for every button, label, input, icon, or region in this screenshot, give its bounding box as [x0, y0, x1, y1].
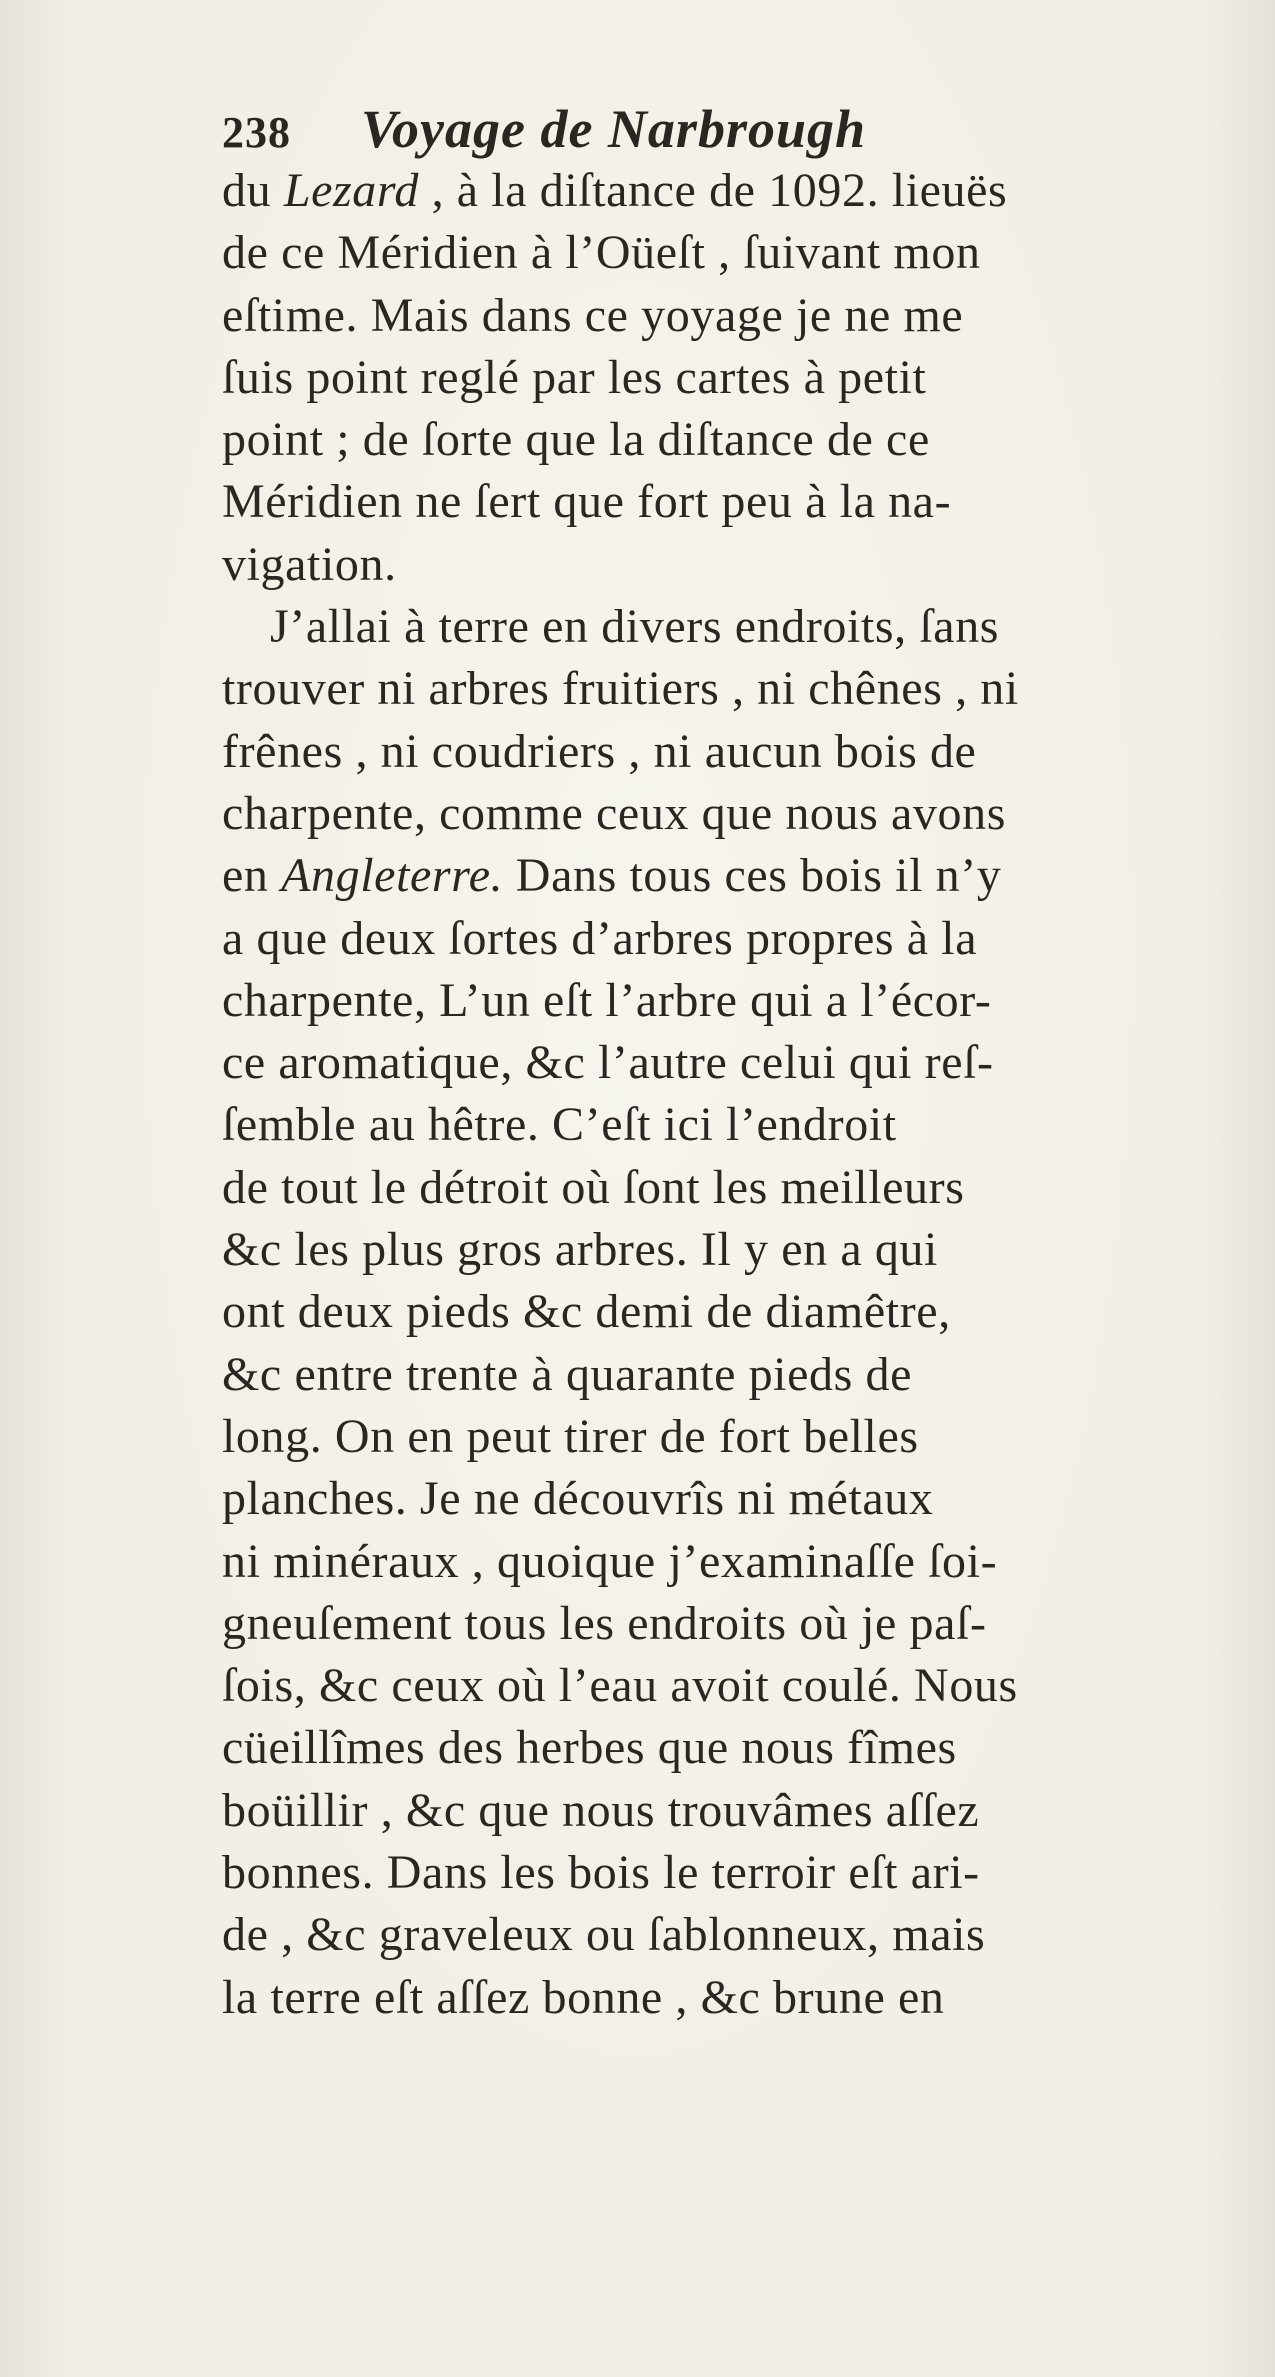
text-line: [222, 596, 1212, 658]
text-line: [222, 1157, 1212, 1219]
body-text: [222, 160, 1212, 2029]
text-line: [222, 1468, 1212, 1530]
text-line-part: Méridien ne ſert que fort peu à la na-: [222, 475, 952, 529]
text-line-part: boüillir , &c que nous trouvâmes aſſez: [222, 1783, 980, 1837]
text-line: [222, 658, 1212, 720]
text-line: [222, 1281, 1212, 1343]
text-line: [222, 222, 1212, 284]
text-line-part: eſtime. Mais dans ce yoyage je ne me: [222, 288, 964, 342]
text-line-part: gneuſement tous les endroits où je paſ-: [222, 1596, 987, 1650]
text-line-part: planches. Je ne découvrîs ni métaux: [222, 1472, 934, 1526]
text-line-part: ce aromatique, &c l’autre celui qui reſ-: [222, 1036, 994, 1090]
text-line-part: frênes , ni coudriers , ni aucun bois de: [222, 724, 977, 778]
italic-place-name: Angleterre.: [281, 849, 504, 903]
text-line: [222, 347, 1212, 409]
text-line: [222, 285, 1212, 347]
text-line: [222, 409, 1212, 471]
text-line-part: ſuis point reglé par les cartes à petit: [222, 350, 927, 404]
italic-place-name: Lezard: [283, 164, 419, 217]
text-line-part: long. On en peut tirer de fort belles: [222, 1409, 919, 1463]
text-line-part: du: [222, 164, 284, 217]
text-line-part: en: [222, 849, 282, 903]
text-line-part: bonnes. Dans les bois le terroir eſt ari-: [222, 1846, 980, 1900]
text-line: [222, 160, 1212, 222]
text-line-part: ſois, &c ceux où l’eau avoit coulé. Nous: [222, 1659, 1018, 1713]
text-line-part: &c entre trente à quarante pieds de: [222, 1347, 912, 1401]
text-line: [222, 1094, 1212, 1156]
text-line-part: ont deux pieds &c demi de diamêtre,: [222, 1285, 951, 1339]
text-line-part: vigation.: [222, 537, 397, 591]
text-line: [222, 1593, 1212, 1655]
text-line-part: de tout le détroit où ſont les meilleurs: [222, 1160, 965, 1214]
text-line-part: de , &c graveleux ou ſablonneux, mais: [222, 1908, 986, 1962]
text-line: [222, 471, 1212, 533]
text-line-part: cüeillîmes des herbes que nous fîmes: [222, 1721, 957, 1775]
text-line: [222, 845, 1212, 907]
text-line: [222, 908, 1212, 970]
text-line: [222, 1032, 1212, 1094]
text-line: [222, 970, 1212, 1032]
text-line: [222, 1717, 1212, 1779]
text-line: [222, 1780, 1212, 1842]
text-line: [222, 721, 1212, 783]
text-line-part: a que deux ſortes d’arbres propres à la: [222, 911, 978, 965]
text-line: [222, 1531, 1212, 1593]
page-header: [222, 98, 1082, 158]
text-line-part: &c les plus gros arbres. Il y en a qui: [222, 1223, 938, 1277]
text-line-part: trouver ni arbres fruitiers , ni chênes , ni: [222, 662, 1019, 716]
text-line-part: de ce Méridien à l’Oüeſt , ſuivant mon: [222, 226, 981, 280]
text-line: [222, 534, 1212, 596]
text-line-part: Dans tous ces bois il n’y: [503, 849, 1002, 903]
text-line: [222, 1655, 1212, 1717]
text-line: [222, 1406, 1212, 1468]
text-line-part: J’allai à terre en divers endroits, ſans: [270, 600, 1000, 654]
page-number: 238: [222, 108, 291, 157]
text-line-part: charpente, comme ceux que nous avons: [222, 786, 1006, 840]
text-line-part: la terre eſt aſſez bonne , &c brune en: [222, 1970, 945, 2024]
text-line: [222, 1219, 1212, 1281]
text-line-part: charpente, L’un eſt l’arbre qui a l’écor-: [222, 973, 992, 1027]
text-line-part: ſemble au hêtre. C’eſt ici l’endroit: [222, 1098, 897, 1152]
text-line: [222, 1967, 1212, 2029]
text-line-part: ni minéraux , quoique j’examinaſſe ſoi-: [222, 1534, 998, 1588]
text-line-part: , à la diſtance de 1092. lieuës: [419, 164, 1008, 217]
text-line: [222, 1842, 1212, 1904]
running-title: Voyage de Narbrough: [361, 99, 867, 159]
text-line: [222, 1344, 1212, 1406]
text-line: [222, 783, 1212, 845]
text-line-part: point ; de ſorte que la diſtance de ce: [222, 413, 930, 467]
text-line: [222, 1904, 1212, 1966]
